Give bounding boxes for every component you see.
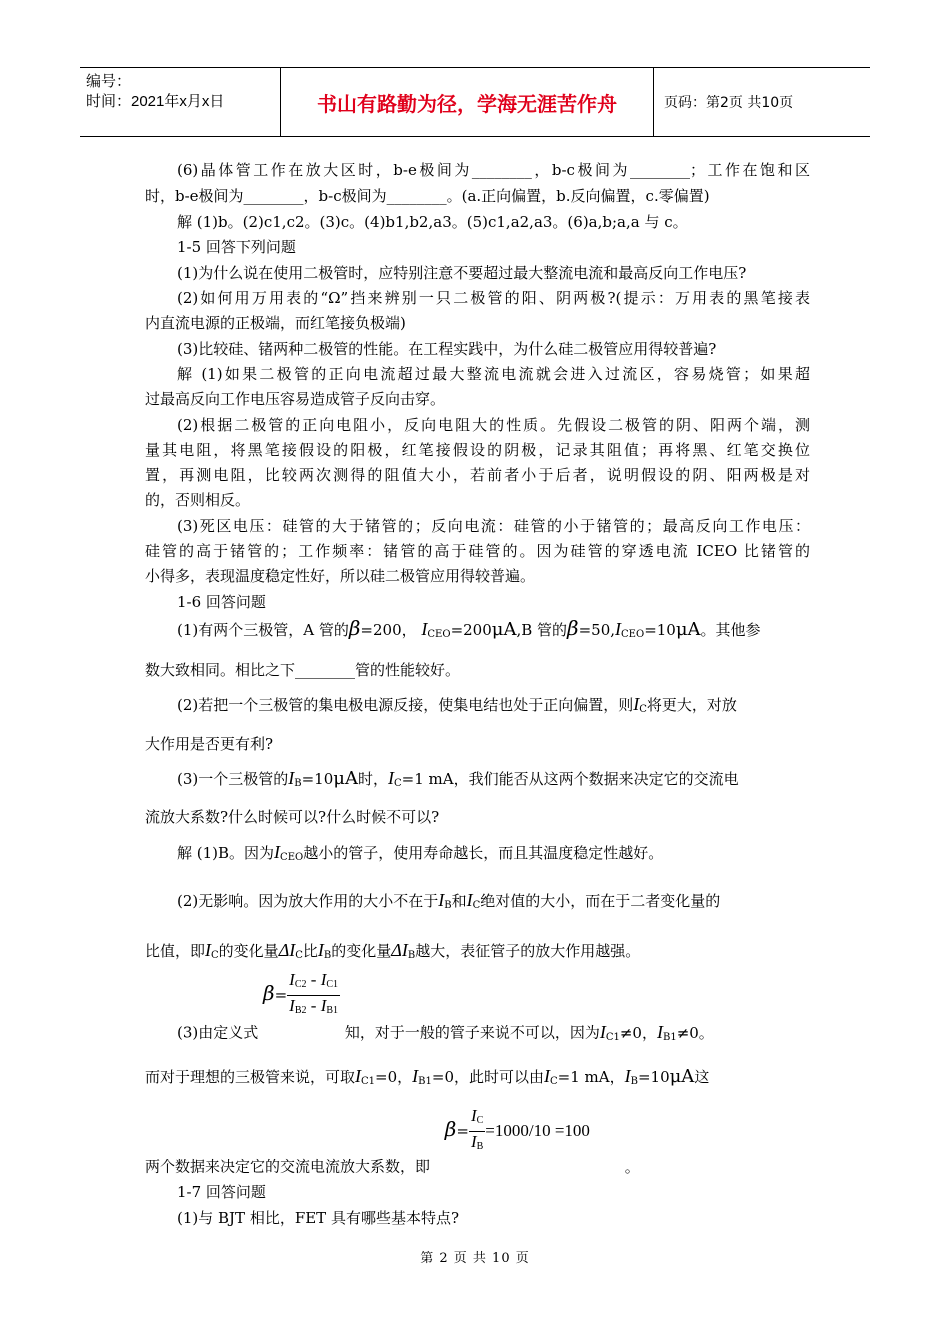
paragraph-line-math: (2)若把一个三极管的集电极电源反接，使集电结也处于正向偏置，则$I_C$将更大，对放 [177, 694, 737, 715]
paragraph-line: (3)死区电压：硅管的大于锗管的；反向电流：硅管的小于锗管的；最高反向工作电压： [177, 517, 810, 535]
answer-line: 解 (1)b。(2)c1,c2。(3)c。(4)b1,b2,a3。(5)c1,a2,a3。(6)a,b;a,a 与 c。 [177, 213, 688, 231]
section-heading: 1-7 回答问题 [177, 1183, 266, 1201]
paragraph-line: 大作用是否更有利? [145, 735, 274, 753]
paragraph-line: 内直流电源的正极端，而红笔接负极端) [145, 314, 406, 332]
answer-line: 解 (1)如果二极管的正向电流超过最大整流电流就会进入过流区，容易烧管；如果超 [177, 365, 810, 383]
page-footer: 第 2 页 共 10 页 [420, 1251, 530, 1266]
paragraph-line: 硅管的高于锗管的；工作频率：锗管的高于硅管的。因为硅管的穿透电流 ICEO 比锗管的 [145, 542, 810, 560]
paragraph-line: (1)与 BJT 相比，FET 具有哪些基本特点? [177, 1209, 459, 1227]
document-number-label: 编号： [86, 73, 132, 90]
section-heading: 1-6 回答问题 [177, 593, 266, 611]
paragraph-line: 时，b-e极间为________，b-c极间为________。(a.正向偏置，b.反向偏置，c.零偏置) [145, 187, 710, 205]
page-header [80, 67, 870, 137]
paragraph-line: 量其电阻，将黑笔接假设的阳极，红笔接假设的阴极，记录其阻值；再将黑、红笔交换位 [145, 441, 810, 459]
paragraph-line: 流放大系数?什么时候可以?什么时候不可以? [145, 808, 440, 826]
paragraph-line: (2)根据二极管的正向电阻小，反向电阻大的性质。先假设二极管的阴、阳两个端，测 [177, 416, 810, 434]
section-heading: 1-5 回答下列问题 [177, 238, 296, 256]
paragraph-line: (2)如何用万用表的“Ω”挡来辨别一只二极管的阳、阴两极?(提示：万用表的黑笔接表 [177, 289, 810, 307]
paragraph-line: (3)比较硅、锗两种二极管的性能。在工程实践中，为什么硅二极管应用得较普遍? [177, 340, 717, 358]
paragraph-line: (1)为什么说在使用二极管时，应特别注意不要超过最大整流电流和最高反向工作电压? [177, 264, 747, 282]
document-date-label: 时间：2021年x月x日 [86, 93, 225, 110]
paragraph-line-math: (3)一个三极管的$I_B=10\mu A$时，$I_C=1$ mA，我们能否从这两个数据来决定它的交流电 [177, 768, 739, 789]
paragraph-line: (6)晶体管工作在放大区时，b-e极间为________，b-c极间为________；工作在饱和区 [177, 161, 810, 179]
answer-line-math: 解 (1)B。因为$I_{CEO}$越小的管子，使用寿命越长，而且其温度稳定性越好。 [177, 842, 664, 863]
beta-value-formula: β= $\frac{I_C}{I_B}$ =1000/10 =100 [444, 1106, 590, 1152]
paragraph-line: 置，再测电阻，比较两次测得的阻值大小，若前者小于后者，说明假设的阴、阳两极是对 [145, 466, 810, 484]
beta-definition-formula: β= $\frac{I_{C2} - I_{C1}}{I_{B2} - I_{B1}}$ [263, 970, 339, 1016]
paragraph-line: 的，否则相反。 [145, 491, 251, 509]
paragraph-line-math: 而对于理想的三极管来说，可取$I_{C1}=0$，$I_{B1}=0$，此时可以由$I_C=1$ mA，$I_B=10\mu A$这 [145, 1066, 710, 1087]
paragraph-line: 数大致相同。相比之下________管的性能较好。 [145, 661, 461, 679]
beta-symbol: β [567, 616, 579, 640]
paragraph-line-math: (1)有两个三极管，A 管的β=200， $I_{CEO}=200\mu A,B$ 管的$\beta=50,I_{CEO}=10\mu A$。其他参 [177, 616, 761, 640]
header-page-label: 页码：第2页 共10页 [664, 95, 794, 111]
paragraph-line-math: 两个数据来决定它的交流电流放大系数，即 β= $\frac{I_C}{I_B}$ =1000/10 =100 。 [145, 1106, 640, 1176]
beta-symbol: β [348, 616, 361, 640]
header-info-cell [80, 68, 281, 136]
paragraph-line-math: (3)由定义式 β= $\frac{I_{C2} - I_{C1}}{I_{B2} - I_{B1}}$ 知，对于一般的管子来说不可以，因为$I_{C1}\ne 0$，$I_{B1}\ne 0$。 [177, 970, 714, 1043]
paragraph-line-math: 比值，即$I_C$的变化量$\Delta I_C$比$I_B$的变化量$\Delta I_B$越大，表征管子的放大作用越强。 [145, 940, 641, 961]
paragraph-line: 小得多，表现温度稳定性好，所以硅二极管应用得较普遍。 [145, 567, 536, 585]
header-motto: 书山有路勤为径，学海无涯苦作舟 [281, 68, 654, 136]
paragraph-line: 过最高反向工作电压容易造成管子反向击穿。 [145, 390, 446, 408]
paragraph-line-math: (2)无影响。因为放大作用的大小不在于$I_B$和$I_C$绝对值的大小，而在于二者变化量的 [177, 890, 721, 911]
